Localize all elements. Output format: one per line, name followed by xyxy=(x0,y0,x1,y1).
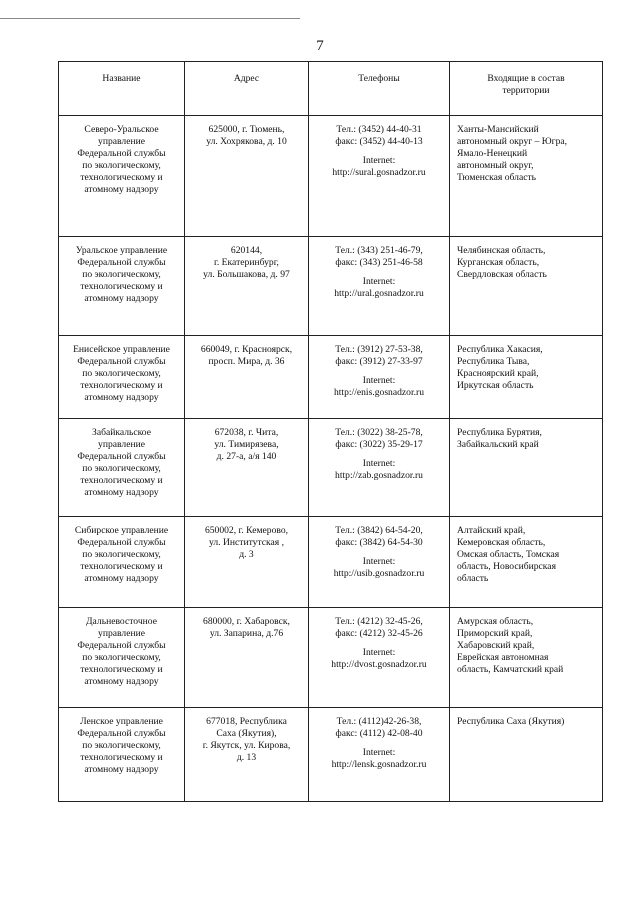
territory-line: Кемеровская область, xyxy=(457,537,546,548)
address-line: ул. Большакова, д. 97 xyxy=(203,269,290,280)
address-line: просп. Мира, д. 36 xyxy=(208,356,285,367)
territory-line: Алтайский край, xyxy=(457,525,526,536)
spacer xyxy=(313,269,445,276)
address-cell xyxy=(185,116,309,237)
address-line: ул. Хохрякова, д. 10 xyxy=(206,136,287,147)
agency-name-line: Сибирское управление xyxy=(74,525,169,536)
address-line: 650002, г. Кемерово, xyxy=(204,525,289,536)
scan-edge-line xyxy=(0,18,300,19)
territory-line: Ямало-Ненецкий xyxy=(457,148,528,159)
spacer xyxy=(313,549,445,556)
agency-table xyxy=(58,61,603,802)
spacer xyxy=(313,451,445,458)
territory-line: область, Камчатский край xyxy=(457,664,564,675)
agency-name-line: технологическому и xyxy=(80,475,163,486)
address-line: г. Якутск, ул. Кирова, xyxy=(202,740,291,751)
agency-name-line: технологическому и xyxy=(80,664,163,675)
agency-name-cell xyxy=(59,237,185,336)
agency-name-line: Ленское управление xyxy=(80,716,163,727)
spacer xyxy=(313,740,445,747)
agency-name-line: технологическому и xyxy=(80,561,163,572)
address-line: 660049, г. Красноярск, xyxy=(200,344,293,355)
table-row xyxy=(59,708,603,802)
header-address: Адрес xyxy=(185,62,309,116)
agency-name-line: по экологическому, xyxy=(82,269,161,280)
territory-line: Республика Саха (Якутия) xyxy=(457,716,565,727)
territories-cell xyxy=(450,517,603,608)
spacer xyxy=(313,368,445,375)
territory-line: Омская область, Томская xyxy=(457,549,560,560)
website-link[interactable]: http://lensk.gosnadzor.ru xyxy=(331,759,427,770)
territories-cell xyxy=(450,708,603,802)
territory-line: Хабаровский край, xyxy=(457,640,535,651)
territory-line: автономный округ – Югра, xyxy=(457,136,568,147)
territory-line: Свердловская область xyxy=(457,269,547,280)
agency-name-line: по экологическому, xyxy=(82,463,161,474)
table-row xyxy=(59,336,603,419)
agency-name-line: атомному надзору xyxy=(84,392,159,403)
agency-name-line: атомному надзору xyxy=(84,293,159,304)
agency-name-line: атомному надзору xyxy=(84,487,159,498)
agency-name-line: Федеральной службы xyxy=(77,257,166,268)
agency-name-line: Уральское управление xyxy=(75,245,168,256)
agency-name-cell xyxy=(59,116,185,237)
agency-name-line: технологическому и xyxy=(80,380,163,391)
phone-line: Тел.: (3452) 44-40-31 xyxy=(336,124,422,135)
address-cell xyxy=(185,419,309,517)
agency-name-line: атомному надзору xyxy=(84,676,159,687)
website-link[interactable]: http://dvost.gosnadzor.ru xyxy=(331,659,427,670)
phone-line: факс: (343) 251-46-58 xyxy=(335,257,423,268)
internet-label: Internet: xyxy=(362,458,396,469)
spacer xyxy=(313,148,445,155)
internet-label: Internet: xyxy=(362,375,396,386)
agency-name-line: управление xyxy=(98,628,145,639)
agency-name-line: Федеральной службы xyxy=(77,356,166,367)
address-line: 677018, Республика xyxy=(206,716,287,727)
table-row xyxy=(59,608,603,708)
agency-name-cell xyxy=(59,517,185,608)
phone-line: Тел.: (3842) 64-54-20, xyxy=(335,525,423,536)
phone-line: факс: (4212) 32-45-26 xyxy=(335,628,423,639)
territory-line: Курганская область, xyxy=(457,257,540,268)
spacer xyxy=(313,640,445,647)
table-row xyxy=(59,116,603,237)
agency-name-cell xyxy=(59,419,185,517)
territory-line: Амурская область, xyxy=(457,616,534,627)
territory-line: область xyxy=(457,573,489,584)
territory-line: Республика Тыва, xyxy=(457,356,530,367)
agency-name-line: по экологическому, xyxy=(82,652,161,663)
phone-line: Тел.: (4212) 32-45-26, xyxy=(335,616,423,627)
page-number: 7 xyxy=(316,38,324,54)
agency-name-line: по экологическому, xyxy=(82,740,161,751)
address-line: д. 3 xyxy=(239,549,254,560)
table-body xyxy=(59,116,603,802)
agency-name-line: Северо-Уральское xyxy=(84,124,159,135)
address-line: 620144, xyxy=(230,245,263,256)
header-territories: Входящие в состав территории xyxy=(450,62,603,116)
territory-line: Ханты-Мансийский xyxy=(457,124,539,135)
internet-label: Internet: xyxy=(362,276,396,287)
phones-cell xyxy=(309,116,450,237)
territories-cell xyxy=(450,419,603,517)
agency-name-line: управление xyxy=(98,439,145,450)
agency-name-line: технологическому и xyxy=(80,281,163,292)
table-row xyxy=(59,517,603,608)
agency-name-line: атомному надзору xyxy=(84,764,159,775)
phones-cell xyxy=(309,336,450,419)
address-line: г. Екатеринбург, xyxy=(214,257,279,268)
address-line: Саха (Якутия), xyxy=(216,728,277,739)
territories-cell xyxy=(450,237,603,336)
phones-cell xyxy=(309,608,450,708)
address-line: д. 27-а, а/я 140 xyxy=(216,451,277,462)
internet-label: Internet: xyxy=(362,155,396,166)
phone-line: Тел.: (3022) 38-25-78, xyxy=(335,427,423,438)
header-row xyxy=(59,62,603,116)
address-line: ул. Тимирязева, xyxy=(214,439,279,450)
phones-cell xyxy=(309,419,450,517)
address-line: д. 13 xyxy=(236,752,257,763)
territories-cell xyxy=(450,336,603,419)
agency-name-line: Федеральной службы xyxy=(77,148,166,159)
address-line: 625000, г. Тюмень, xyxy=(208,124,285,135)
table-row xyxy=(59,419,603,517)
territories-cell xyxy=(450,116,603,237)
agency-name-line: по экологическому, xyxy=(82,160,161,171)
internet-label: Internet: xyxy=(362,747,396,758)
header-phones: Телефоны xyxy=(309,62,450,116)
territory-line: автономный округ, xyxy=(457,160,534,171)
phone-line: факс: (4112) 42-08-40 xyxy=(335,728,423,739)
territory-line: Забайкальский край xyxy=(457,439,539,450)
table-row xyxy=(59,237,603,336)
territory-line: Республика Хакасия, xyxy=(457,344,543,355)
agency-name-line: Федеральной службы xyxy=(77,537,166,548)
agency-name-line: технологическому и xyxy=(80,172,163,183)
territory-line: Иркутская область xyxy=(457,380,534,391)
address-cell xyxy=(185,517,309,608)
agency-name-line: технологическому и xyxy=(80,752,163,763)
agency-name-line: Забайкальское xyxy=(92,427,151,438)
address-line: 680000, г. Хабаровск, xyxy=(203,616,290,627)
agency-name-line: Дальневосточное xyxy=(86,616,157,627)
agency-name-line: по экологическому, xyxy=(82,368,161,379)
phone-line: факс: (3842) 64-54-30 xyxy=(335,537,423,548)
address-line: 672038, г. Чита, xyxy=(214,427,279,438)
agency-name-line: управление xyxy=(98,136,145,147)
address-line: ул. Запарина, д.76 xyxy=(209,628,284,639)
website-link[interactable]: http://ural.gosnadzor.ru xyxy=(334,288,424,299)
internet-label: Internet: xyxy=(362,556,396,567)
website-link[interactable]: http://sural.gosnadzor.ru xyxy=(332,167,426,178)
phone-line: Тел.: (4112)42-26-38, xyxy=(336,716,422,727)
agency-name-cell xyxy=(59,608,185,708)
phone-line: факс: (3022) 35-29-17 xyxy=(335,439,423,450)
agency-name-line: Федеральной службы xyxy=(77,640,166,651)
address-cell xyxy=(185,336,309,419)
agency-name-line: атомному надзору xyxy=(84,573,159,584)
address-cell xyxy=(185,708,309,802)
agency-name-line: по экологическому, xyxy=(82,549,161,560)
header-name: Название xyxy=(59,62,185,116)
phone-line: Тел.: (343) 251-46-79, xyxy=(335,245,423,256)
phones-cell xyxy=(309,237,450,336)
internet-label: Internet: xyxy=(362,647,396,658)
agency-name-cell xyxy=(59,336,185,419)
agency-name-line: Енисейское управление xyxy=(73,344,170,355)
territory-line: Челябинская область, xyxy=(457,245,546,256)
phone-line: факс: (3452) 44-40-13 xyxy=(335,136,423,147)
territory-line: Тюменская область xyxy=(457,172,537,183)
territory-line: область, Новосибирская xyxy=(457,561,556,572)
agency-name-cell xyxy=(59,708,185,802)
phone-line: факс: (3912) 27-33-97 xyxy=(335,356,423,367)
agency-name-line: атомному надзору xyxy=(84,184,159,195)
territory-line: Приморский край, xyxy=(457,628,533,639)
territory-line: Республика Бурятия, xyxy=(457,427,542,438)
agency-name-line: Федеральной службы xyxy=(77,728,166,739)
website-link[interactable]: http://zab.gosnadzor.ru xyxy=(335,470,423,481)
territory-line: Еврейская автономная xyxy=(457,652,549,663)
website-link[interactable]: http://usib.gosnadzor.ru xyxy=(333,568,425,579)
website-link[interactable]: http://enis.gosnadzor.ru xyxy=(333,387,425,398)
phone-line: Тел.: (3912) 27-53-38, xyxy=(335,344,423,355)
agency-name-line: Федеральной службы xyxy=(77,451,166,462)
phones-cell xyxy=(309,517,450,608)
address-cell xyxy=(185,608,309,708)
phones-cell xyxy=(309,708,450,802)
territory-line: Красноярский край, xyxy=(457,368,539,379)
address-cell xyxy=(185,237,309,336)
address-line: ул. Институтская , xyxy=(208,537,285,548)
territories-cell xyxy=(450,608,603,708)
